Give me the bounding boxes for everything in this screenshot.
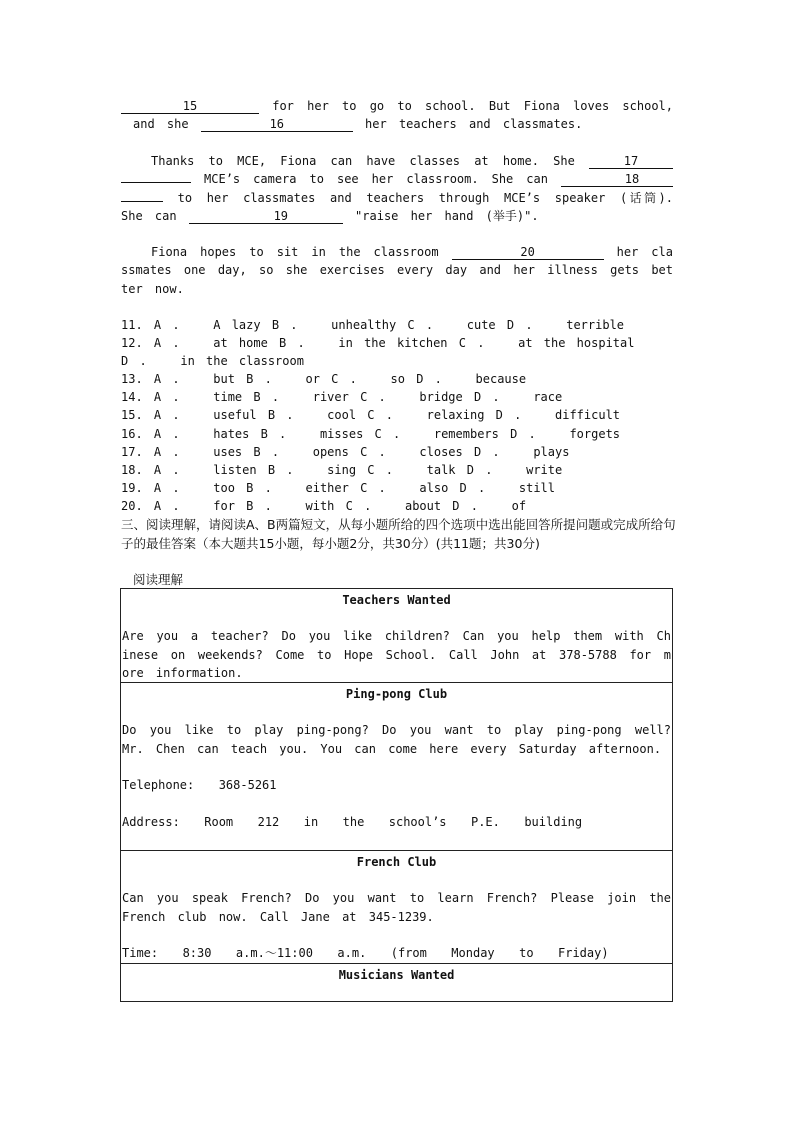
cloze-text: MCE’s camera to see her classroom. She can bbox=[204, 172, 548, 187]
cloze-paragraph-1 bbox=[121, 97, 673, 134]
blank-17-cont bbox=[121, 182, 191, 183]
blank-18-cont bbox=[121, 201, 163, 202]
option-line-14: 14. A . time B . river C . bridge D . race bbox=[121, 390, 563, 404]
option-line-17: 17. A . uses B . opens C . closes D . plays bbox=[121, 445, 570, 459]
ad-musicians-wanted bbox=[121, 964, 672, 1001]
option-line-12d: D . in the classroom bbox=[121, 354, 304, 368]
cloze-text: to her classmates and teachers through MCE’s speaker (话筒). She can bbox=[121, 190, 673, 223]
blank-20: 20 bbox=[452, 246, 604, 260]
ad-french-club bbox=[121, 851, 672, 964]
ad-text: Are you a teacher? Do you like children? Can you help them with Chinese on weekends? Come to Hope School. Call John at 378-5788 for more information. bbox=[122, 629, 671, 680]
blank-19: 19 bbox=[189, 210, 343, 224]
ad-title: Musicians Wanted bbox=[338, 968, 455, 982]
ad-teachers-wanted bbox=[121, 589, 672, 683]
option-line-18: 18. A . listen B . sing C . talk D . write bbox=[121, 463, 563, 477]
cloze-text: Thanks to MCE, Fiona can have classes at home. She bbox=[151, 154, 575, 168]
ad-text: Can you speak French? Do you want to learn French? Please join the French club now. Call Jane at 345-1239. bbox=[122, 891, 671, 924]
ad-phone: Telephone: 368-5261 bbox=[122, 778, 277, 793]
blank-17: 17 bbox=[589, 155, 673, 169]
cloze-paragraph-2 bbox=[121, 152, 673, 225]
option-line-20: 20. A . for B . with C . about D . of bbox=[121, 499, 527, 513]
ads-table bbox=[120, 588, 673, 1002]
cloze-text: "raise her hand (举手)". bbox=[355, 208, 539, 223]
cloze-text: for her to go to school. But Fiona loves school, bbox=[272, 99, 674, 113]
ad-title: Teachers Wanted bbox=[342, 593, 451, 607]
ad-title: French Club bbox=[356, 855, 437, 869]
option-line-19: 19. A . too B . either C . also D . still bbox=[121, 481, 556, 495]
ad-title: Ping-pong Club bbox=[345, 687, 448, 701]
ad-address: Address: Room 212 in the school’s P.E. building bbox=[122, 814, 583, 829]
cloze-text: her classmates one day, so she exercises every day and her illness gets better now. bbox=[121, 245, 673, 296]
cloze-text: and she bbox=[133, 117, 189, 132]
cloze-text: Fiona hopes to sit in the classroom bbox=[151, 245, 439, 259]
blank-15: 15 bbox=[121, 100, 259, 114]
ad-time: Time: 8:30 a.m.～11:00 a.m. (from Monday to Friday) bbox=[122, 946, 609, 961]
cloze-paragraph-3 bbox=[121, 243, 673, 298]
blank-16: 16 bbox=[201, 118, 353, 132]
ad-text: Do you like to play ping-pong? Do you want to play ping-pong well? Mr. Chen can teach you. You can come here every Saturday afternoon. bbox=[122, 723, 671, 756]
section-3-heading: 三、阅读理解，请阅读A、B两篇短文，从每小题所给的四个选项中选出能回答所提问题或完成所给句子的最佳答案（本大题共15小题，每小题2分，共30分）(共11题；共30分) bbox=[121, 517, 676, 551]
cloze-text: her teachers and classmates. bbox=[365, 117, 583, 132]
ad-pingpong-club bbox=[121, 683, 672, 851]
option-line-12: 12. A . at home B . in the kitchen C . at the hospital bbox=[121, 336, 635, 350]
option-line-16: 16. A . hates B . misses C . remembers D . forgets bbox=[121, 427, 621, 441]
option-line-11: 11. A . A lazy B . unhealthy C . cute D . terrible bbox=[121, 318, 625, 332]
section-3-subheading: 阅读理解 bbox=[133, 572, 184, 587]
blank-18: 18 bbox=[561, 173, 673, 187]
option-line-13: 13. A . but B . or C . so D . because bbox=[121, 372, 527, 386]
option-line-15: 15. A . useful B . cool C . relaxing D . difficult bbox=[121, 408, 621, 422]
